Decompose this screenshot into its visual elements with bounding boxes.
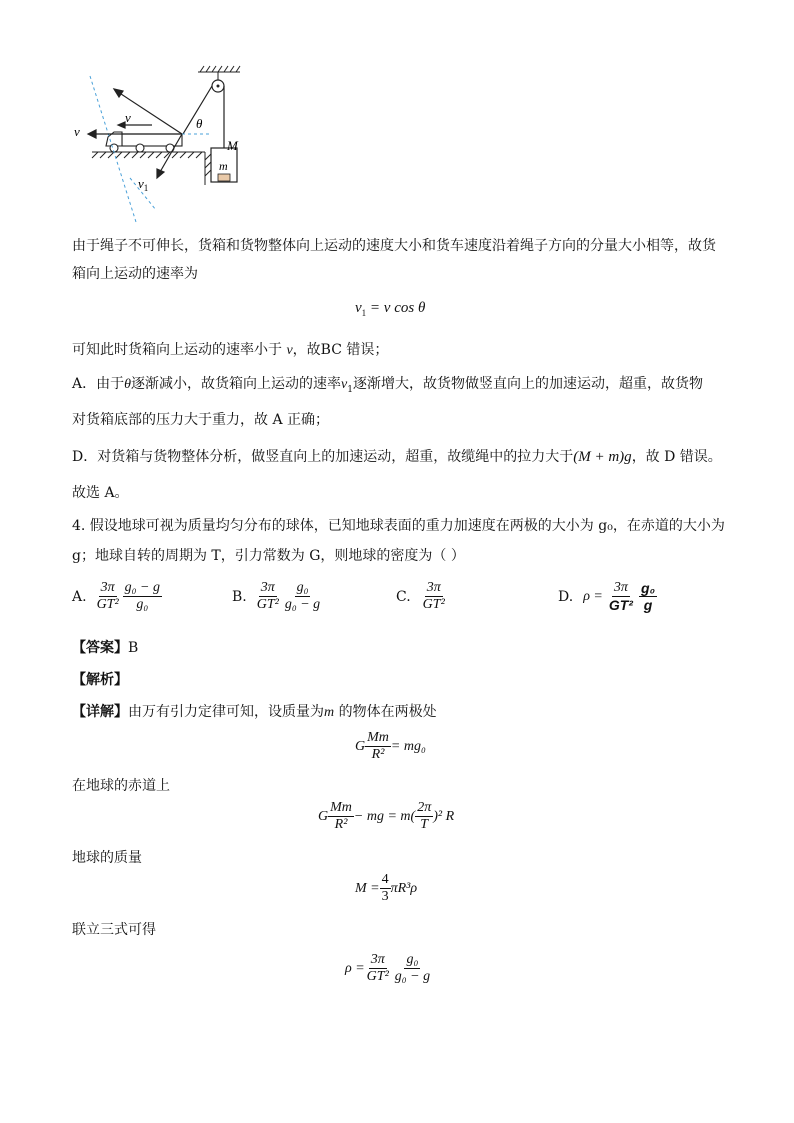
option-d-analysis: D．对货箱与货物整体分析，做竖直向上的加速运动，超重，故缆绳中的拉力大于(M + m)g，故 D 错误。 bbox=[72, 449, 722, 465]
option-c-label: C. bbox=[396, 588, 411, 605]
option-b-label: B. bbox=[232, 588, 247, 605]
label-m: m bbox=[219, 159, 228, 173]
label-M: M bbox=[227, 138, 238, 153]
mass-label: 地球的质量 bbox=[72, 850, 142, 866]
para-2: 可知此时货箱向上运动的速率小于 v，故BC 错误； bbox=[72, 342, 389, 358]
equation-poles: G $\frac{Mm}{\text{R²}}$ = mg₀ bbox=[355, 730, 426, 762]
para-1-line-2: 箱向上运动的速率为 bbox=[72, 266, 198, 282]
equation-v1: $v_1 = v$ cos θ bbox=[355, 300, 426, 318]
label-v-left: v bbox=[74, 124, 80, 139]
equation-mass: M = $\frac{4}{3}$ πR³ρ bbox=[355, 872, 418, 904]
question-4-line-1: 4. 假设地球可视为质量均匀分布的球体，已知地球表面的重力加速度在两极的大小为 g₀，在赤道的大小为 bbox=[72, 518, 725, 534]
option-d-label: D. bbox=[558, 588, 574, 605]
label-v-arrow: v bbox=[125, 110, 131, 125]
combine-label: 联立三式可得 bbox=[72, 922, 156, 938]
option-a[interactable]: A. $\frac{3\pi}{\text{GT²}}$ $\frac{\text{g₀ − g}}{\text{g₀}}$ bbox=[72, 580, 160, 612]
question-4-line-2: g；地球自转的周期为 T，引力常数为 G，则地球的密度为（ ） bbox=[72, 548, 465, 564]
answer-line bbox=[72, 638, 138, 658]
truck bbox=[106, 132, 182, 152]
dashed-helpers bbox=[90, 76, 210, 222]
equator-label: 在地球的赤道上 bbox=[72, 778, 170, 794]
para-1-line-1: 由于绳子不可伸长，货箱和货物整体向上运动的速度大小和货车速度沿着绳子方向的分量大小相等，故货 bbox=[72, 238, 716, 254]
equation-equator: G $\frac{Mm}{\text{R²}}$ − mg = m( $\frac{2\pi}{T}$ )² R bbox=[318, 800, 455, 832]
ceiling-support bbox=[198, 66, 240, 80]
ground bbox=[92, 152, 211, 185]
cargo-goods bbox=[218, 174, 230, 181]
option-c[interactable]: C. $\frac{3\pi}{\text{GT²}}$ bbox=[396, 580, 445, 612]
analysis-tag: 【解析】 bbox=[72, 672, 128, 688]
equation-density: ρ = $\frac{3\pi}{\text{GT²}}$ $\frac{\text{g₀}}{\text{g₀ − g}}$ bbox=[345, 952, 431, 984]
option-b[interactable]: B. $\frac{3\pi}{\text{GT²}}$ $\frac{\text{g₀}}{\text{g₀ − g}}$ bbox=[232, 580, 321, 612]
physics-diagram bbox=[70, 60, 270, 225]
answer-tag: 【答案】 bbox=[72, 640, 128, 656]
option-a-label: A. bbox=[72, 588, 87, 605]
option-a-analysis-line-2: 对货箱底部的压力大于重力，故 A 正确； bbox=[72, 412, 330, 428]
final-choice: 故选 A。 bbox=[72, 485, 129, 501]
label-v1: $v_1$ bbox=[138, 176, 149, 193]
velocity-arrows bbox=[88, 89, 182, 178]
answer-value: B bbox=[128, 640, 139, 656]
detail-line: 【详解】由万有引力定律可知，设质量为m 的物体在两极处 bbox=[72, 704, 437, 720]
label-theta: θ bbox=[196, 116, 203, 131]
option-a-analysis-line-1: A．由于θ逐渐减小，故货箱向上运动的速率$v_1$逐渐增大，故货物做竖直向上的加速运动，超重，故货物 bbox=[72, 376, 703, 395]
option-d[interactable]: D. ρ = $\frac{3\pi}{\text{GT²}}$ $\frac{\text{g₀}}{g}$ bbox=[558, 580, 656, 613]
